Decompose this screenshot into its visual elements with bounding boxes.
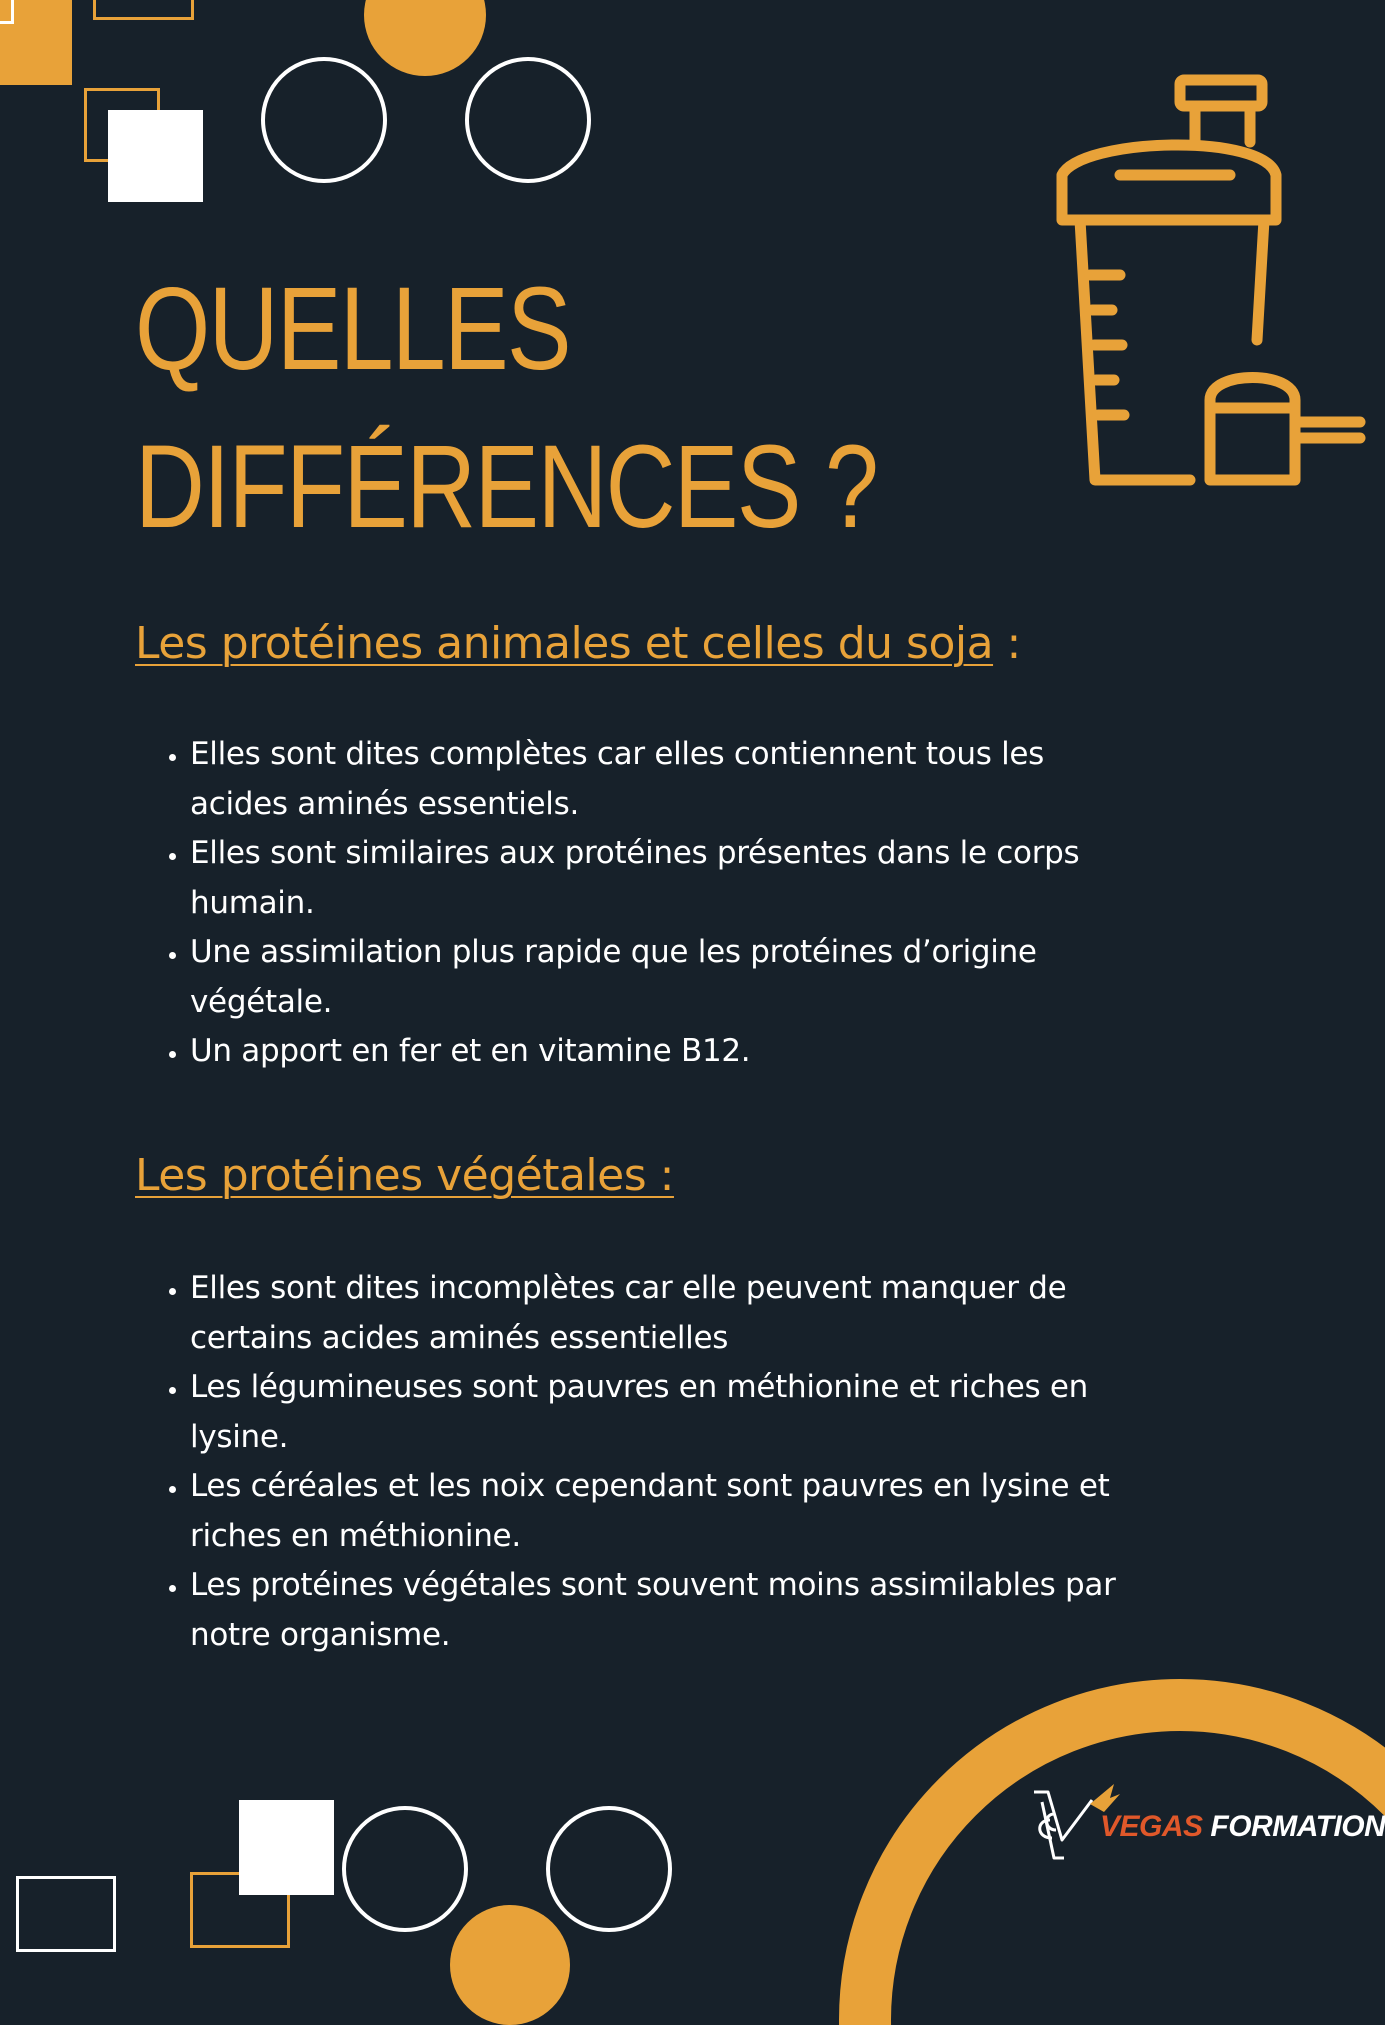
list-item: • Les céréales et les noix cependant sont pauvres en lysine et riches en méthionine. xyxy=(190,1462,1130,1561)
decor-white-ring-1 xyxy=(342,1806,468,1932)
section-animal-heading-text: Les protéines animales et celles du soja xyxy=(135,618,994,669)
section-animal-list xyxy=(135,730,1130,1077)
section-vegetal-heading xyxy=(135,1150,674,1201)
logo-text xyxy=(1100,1810,1385,1844)
list-item: • Un apport en fer et en vitamine B12. xyxy=(190,1027,1130,1077)
logo-word-1: VEGAS xyxy=(1100,1810,1203,1843)
list-item: • Elles sont similaires aux protéines présentes dans le corps humain. xyxy=(190,829,1130,928)
decor-orange-outline-rect xyxy=(93,0,194,20)
decor-white-square xyxy=(108,110,203,202)
decor-white-outline-square xyxy=(0,0,14,24)
section-animal-heading xyxy=(135,618,1021,669)
title-line-1: QUELLES xyxy=(135,263,570,395)
page-title xyxy=(135,250,877,566)
list-item: • Les légumineuses sont pauvres en méthionine et riches en lysine. xyxy=(190,1363,1130,1462)
section-vegetal-list xyxy=(135,1264,1130,1660)
logo-word-2: FORMATION xyxy=(1210,1810,1385,1843)
decor-orange-circle xyxy=(364,0,486,76)
shaker-icon xyxy=(1050,70,1356,500)
list-item: • Une assimilation plus rapide que les protéines d’origine végétale. xyxy=(190,928,1130,1027)
decor-white-outline-square xyxy=(16,1876,116,1952)
decor-white-ring-2 xyxy=(546,1806,672,1932)
decor-white-ring-2 xyxy=(465,57,591,183)
list-item: • Elles sont dites incomplètes car elle peuvent manquer de certains acides aminés essentielles xyxy=(190,1264,1130,1363)
list-item: • Elles sont dites complètes car elles contiennent tous les acides aminés essentiels. xyxy=(190,730,1130,829)
decor-white-square xyxy=(239,1800,334,1895)
section-animal-heading-suffix: : xyxy=(993,618,1021,669)
logo xyxy=(1030,1780,1385,1870)
decor-white-ring-1 xyxy=(261,57,387,183)
section-vegetal-heading-text: Les protéines végétales : xyxy=(135,1150,674,1201)
list-item: • Les protéines végétales sont souvent moins assimilables par notre organisme. xyxy=(190,1561,1130,1660)
decor-orange-circle xyxy=(450,1905,570,2025)
title-line-2: DIFFÉRENCES ? xyxy=(135,421,878,553)
